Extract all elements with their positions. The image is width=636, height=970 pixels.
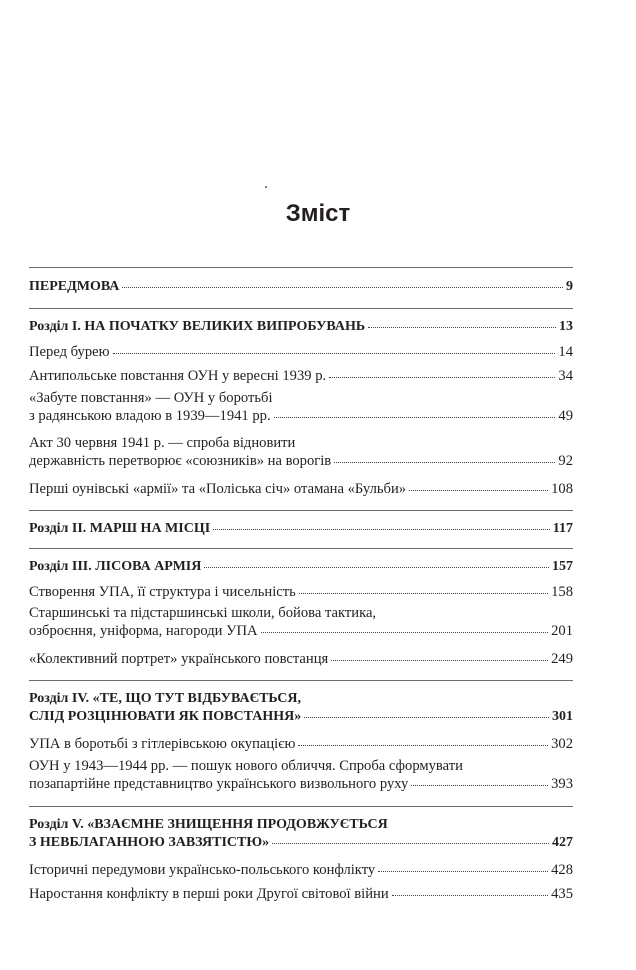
- toc-entry-line: [29, 834, 573, 852]
- page-number: 302: [551, 736, 573, 752]
- dot-leader: [272, 843, 549, 844]
- section-divider: [29, 806, 573, 807]
- dot-leader: [329, 377, 555, 378]
- toc-entry-title: «Колективний портрет» українського повстанця: [29, 651, 329, 667]
- dot-leader: [334, 462, 555, 463]
- toc-entry-title: «Забуте повстання» — ОУН у боротьбі: [29, 390, 273, 406]
- page-number: 13: [559, 319, 573, 334]
- toc-entry-title: позапартійне представництво українського визвольного руху: [29, 776, 409, 792]
- dot-leader: [204, 567, 549, 568]
- toc-entry-line: [29, 278, 573, 296]
- dot-leader: [213, 529, 550, 530]
- toc-entry[interactable]: [29, 885, 573, 903]
- page-number: 49: [558, 408, 573, 424]
- page-number: 34: [558, 368, 573, 384]
- toc-entry[interactable]: [29, 434, 573, 470]
- page-number: 435: [551, 886, 573, 902]
- toc-entry-title: ПЕРЕДМОВА: [29, 279, 120, 294]
- toc-entry[interactable]: [29, 583, 573, 601]
- toc-entry-line: [29, 520, 573, 538]
- toc-entry-line: [29, 318, 573, 336]
- toc-entry-line: [29, 407, 573, 425]
- toc-part-heading[interactable]: [29, 520, 573, 538]
- page-number: 393: [551, 776, 573, 792]
- toc-part-heading[interactable]: [29, 278, 573, 296]
- toc-entry-line: [29, 650, 573, 668]
- toc-entry-title: З НЕВБЛАГАННОЮ ЗАВЗЯТІСТЮ»: [29, 835, 270, 850]
- toc-entry[interactable]: [29, 757, 573, 793]
- section-divider: [29, 308, 573, 309]
- toc-entry-title: СЛІД РОЗЦІНЮВАТИ ЯК ПОВСТАННЯ»: [29, 709, 302, 724]
- toc-part-heading[interactable]: [29, 558, 573, 576]
- toc-entry[interactable]: [29, 367, 573, 385]
- page-number: 117: [552, 521, 573, 536]
- toc-entry[interactable]: [29, 480, 573, 498]
- toc-entry-line: [29, 708, 573, 726]
- toc-entry-line: [29, 690, 573, 708]
- toc-entry-title: ОУН у 1943—1944 рр. — пошук нового обличчя. Спроба сформувати: [29, 758, 463, 774]
- toc-part-heading[interactable]: [29, 690, 573, 726]
- toc-entry-line: [29, 583, 573, 601]
- toc-part-heading[interactable]: [29, 816, 573, 852]
- dot-leader: [122, 287, 563, 288]
- toc-entry-line: [29, 343, 573, 361]
- toc-entry-line: [29, 558, 573, 576]
- page-number: 201: [551, 623, 573, 639]
- toc-entry[interactable]: [29, 389, 573, 425]
- toc-entry-line: [29, 757, 573, 775]
- toc-entry-title: УПА в боротьбі з гітлерівською окупацією: [29, 736, 296, 752]
- page-number: 108: [551, 481, 573, 497]
- toc-entry-line: [29, 885, 573, 903]
- toc-entry-line: [29, 622, 573, 640]
- toc-entry-title: озброєння, уніформа, нагороди УПА: [29, 623, 258, 639]
- toc-entry-line: [29, 775, 573, 793]
- toc-entry-title: Розділ IV. «ТЕ, ЩО ТУТ ВІДБУВАЄТЬСЯ,: [29, 691, 302, 706]
- section-divider: [29, 267, 573, 268]
- toc-entry-line: [29, 389, 573, 407]
- toc-entry-title: державність перетворює «союзників» на ворогів: [29, 453, 332, 469]
- toc-entry-title: Розділ I. НА ПОЧАТКУ ВЕЛИКИХ ВИПРОБУВАНЬ: [29, 319, 366, 334]
- page-number: 9: [566, 279, 573, 294]
- toc-entry-title: Історичні передумови українсько-польського конфлікту: [29, 862, 376, 878]
- toc-entry-title: Розділ III. ЛІСОВА АРМІЯ: [29, 559, 202, 574]
- toc-entry-line: [29, 434, 573, 452]
- page-number: 301: [552, 709, 573, 724]
- page-number: 428: [551, 862, 573, 878]
- toc-entry-title: Перші оунівські «армії» та «Поліська січ» отамана «Бульби»: [29, 481, 407, 497]
- dot-leader: [392, 895, 548, 896]
- section-divider: [29, 510, 573, 511]
- toc-entry-title: Розділ II. МАРШ НА МІСЦІ: [29, 521, 211, 536]
- toc-entry-line: [29, 735, 573, 753]
- page-number: 14: [558, 344, 573, 360]
- dot-leader: [409, 490, 548, 491]
- dot-leader: [368, 327, 556, 328]
- toc-part-heading[interactable]: [29, 318, 573, 336]
- toc-entry-title: Старшинські та підстаршинські школи, бойова тактика,: [29, 605, 377, 621]
- section-divider: [29, 680, 573, 681]
- dot-leader: [261, 632, 549, 633]
- dot-leader: [274, 417, 556, 418]
- page-title: Зміст: [285, 200, 351, 227]
- dot-leader: [299, 593, 548, 594]
- toc-entry[interactable]: [29, 604, 573, 640]
- printing-speck: [265, 186, 267, 188]
- toc-entry-line: [29, 452, 573, 470]
- dot-leader: [298, 745, 548, 746]
- toc-entry-title: Наростання конфлікту в перші роки Другої світової війни: [29, 886, 389, 902]
- toc-entry-line: [29, 367, 573, 385]
- page-number: 92: [558, 453, 573, 469]
- toc-entry-line: [29, 604, 573, 622]
- dot-leader: [331, 660, 548, 661]
- toc-entry-title: Перед бурею: [29, 344, 110, 360]
- page-number: 158: [551, 584, 573, 600]
- section-divider: [29, 548, 573, 549]
- toc-entry-title: Розділ V. «ВЗАЄМНЕ ЗНИЩЕННЯ ПРОДОВЖУЄТЬСЯ: [29, 817, 388, 832]
- toc-entry-title: Акт 30 червня 1941 р. — спроба відновити: [29, 435, 296, 451]
- toc-entry-line: [29, 480, 573, 498]
- dot-leader: [304, 717, 549, 718]
- page-number: 427: [552, 835, 573, 850]
- toc-entry[interactable]: [29, 650, 573, 668]
- toc-entry[interactable]: [29, 735, 573, 753]
- dot-leader: [378, 871, 548, 872]
- toc-entry-title: з радянською владою в 1939—1941 рр.: [29, 408, 271, 424]
- dot-leader: [113, 353, 556, 354]
- toc-entry-title: Створення УПА, її структура і чисельність: [29, 584, 296, 600]
- toc-entry-title: Антипольське повстання ОУН у вересні 1939 р.: [29, 368, 327, 384]
- toc-entry[interactable]: [29, 861, 573, 879]
- toc-entry[interactable]: [29, 343, 573, 361]
- page-number: 249: [551, 651, 573, 667]
- toc-entry-line: [29, 816, 573, 834]
- dot-leader: [411, 785, 548, 786]
- page-number: 157: [552, 559, 573, 574]
- toc-entry-line: [29, 861, 573, 879]
